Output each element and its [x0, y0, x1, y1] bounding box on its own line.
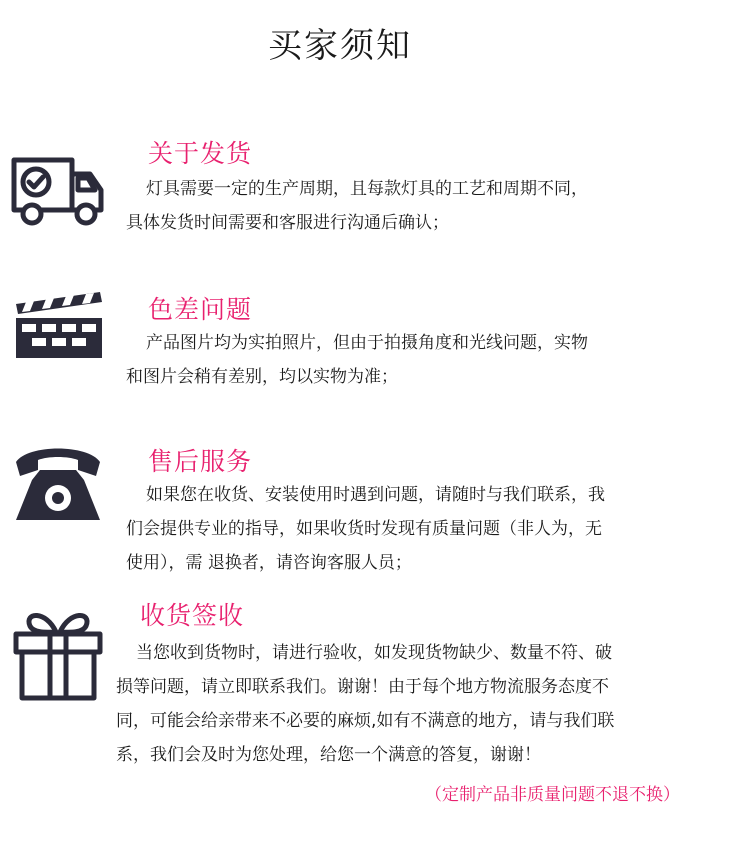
custom-product-notice: （定制产品非质量问题不退不换）	[425, 785, 680, 805]
page-title: 买家须知	[268, 26, 412, 66]
section-heading-shipping: 关于发货	[148, 139, 253, 168]
text-line: 灯具需要一定的生产周期，且每款灯具的工艺和周期不同，	[146, 179, 588, 199]
text-line: 损等问题，请立即联系我们。谢谢！由于每个地方物流服务态度不	[116, 677, 609, 697]
text-line: 和图片会稍有差别，均以实物为准；	[126, 367, 398, 387]
text-line: 们会提供专业的指导，如果收货时发现有质量问题（非人为，无	[126, 519, 602, 539]
text-line: 具体发货时间需要和客服进行沟通后确认；	[126, 213, 449, 233]
text-line: 同，可能会给亲带来不必要的麻烦,如有不满意的地方，请与我们联	[116, 711, 615, 731]
text-line: 系，我们会及时为您处理，给您一个满意的答复，谢谢！	[116, 745, 541, 765]
section-body-shipping	[126, 172, 588, 240]
section-body-receiving	[116, 636, 615, 772]
text-line: 产品图片均为实拍照片，但由于拍摄角度和光线问题，实物	[146, 333, 588, 353]
telephone-icon	[10, 440, 106, 526]
text-line: 当您收到货物时，请进行验收，如发现货物缺少、数量不符、破	[136, 643, 612, 663]
section-body-color-difference	[126, 326, 588, 394]
section-heading-receiving: 收货签收	[140, 601, 245, 630]
section-heading-color-difference: 色差问题	[148, 295, 253, 324]
text-line: 如果您在收货、安装使用时遇到问题，请随时与我们联系，我	[146, 485, 605, 505]
clapperboard-icon	[14, 290, 104, 360]
section-body-after-sales	[126, 478, 605, 580]
delivery-truck-icon	[6, 150, 106, 232]
text-line: 使用），需 退换者，请咨询客服人员；	[126, 553, 412, 573]
section-heading-after-sales: 售后服务	[148, 447, 253, 476]
gift-box-icon	[10, 604, 106, 704]
